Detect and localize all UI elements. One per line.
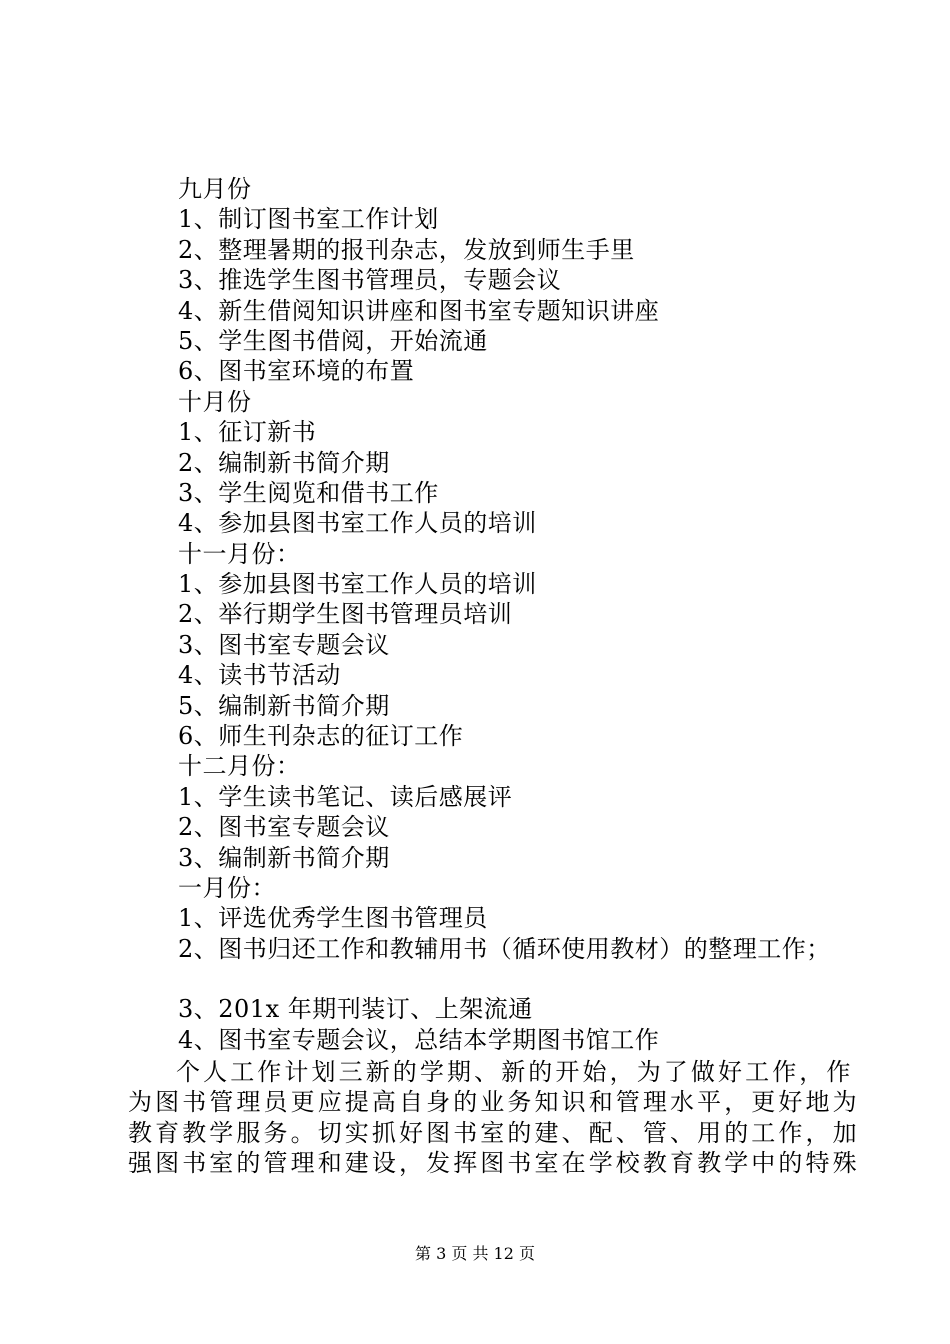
month-heading: 十一月份：: [178, 539, 301, 568]
paragraph-line: 个人工作计划三新的学期、新的开始，为了做好工作，作: [176, 1058, 854, 1086]
blank-line: [178, 964, 918, 994]
month-heading: 十月份: [178, 387, 252, 416]
list-item: 3、201x 年期刊装订、上架流通: [178, 995, 533, 1024]
list-item: 5、编制新书简介期: [178, 691, 390, 720]
list-item: 2、举行期学生图书管理员培训: [178, 600, 513, 629]
list-item: 4、参加县图书室工作人员的培训: [178, 509, 537, 538]
list-item: 6、师生刊杂志的征订工作: [178, 722, 464, 751]
list-item: 4、新生借阅知识讲座和图书室专题知识讲座: [178, 296, 660, 325]
list-item: 2、图书室专题会议: [178, 813, 390, 842]
list-item: 1、学生读书笔记、读后感展评: [178, 782, 513, 811]
list-item: 1、征订新书: [178, 418, 317, 447]
list-item: 1、参加县图书室工作人员的培训: [178, 570, 537, 599]
list-item: 2、整理暑期的报刊杂志，发放到师生手里: [178, 235, 635, 264]
list-item: 3、推选学生图书管理员，专题会议: [178, 266, 562, 295]
list-item: 6、图书室环境的布置: [178, 357, 415, 386]
list-item: 1、评选优秀学生图书管理员: [178, 904, 488, 933]
month-heading: 十二月份：: [178, 752, 301, 781]
body-paragraph: [128, 1057, 860, 1179]
plan-list: [178, 174, 918, 1055]
month-heading: 九月份: [178, 175, 252, 203]
list-item: 4、读书节活动: [178, 661, 341, 690]
list-item: 5、学生图书借阅，开始流通: [178, 326, 488, 355]
paragraph-line: 强图书室的管理和建设，发挥图书室在学校教育教学中的特殊: [128, 1149, 860, 1178]
list-item: 2、编制新书简介期: [178, 448, 390, 477]
paragraph-line: 教育教学服务。切实抓好图书室的建、配、管、用的工作，加: [128, 1118, 860, 1147]
month-heading: 一月份：: [178, 873, 276, 902]
list-item: 1、制订图书室工作计划: [178, 205, 439, 234]
list-item: 4、图书室专题会议，总结本学期图书馆工作: [178, 1025, 660, 1054]
page-footer: 第 3 页 共 12 页: [415, 1244, 535, 1263]
paragraph-line: 为图书管理员更应提高自身的业务知识和管理水平，更好地为: [128, 1088, 860, 1117]
list-item: 3、编制新书简介期: [178, 843, 390, 872]
list-item: 2、图书归还工作和教辅用书（循环使用教材）的整理工作；: [178, 934, 831, 963]
list-item: 3、学生阅览和借书工作: [178, 478, 439, 507]
list-item: 3、图书室专题会议: [178, 630, 390, 659]
